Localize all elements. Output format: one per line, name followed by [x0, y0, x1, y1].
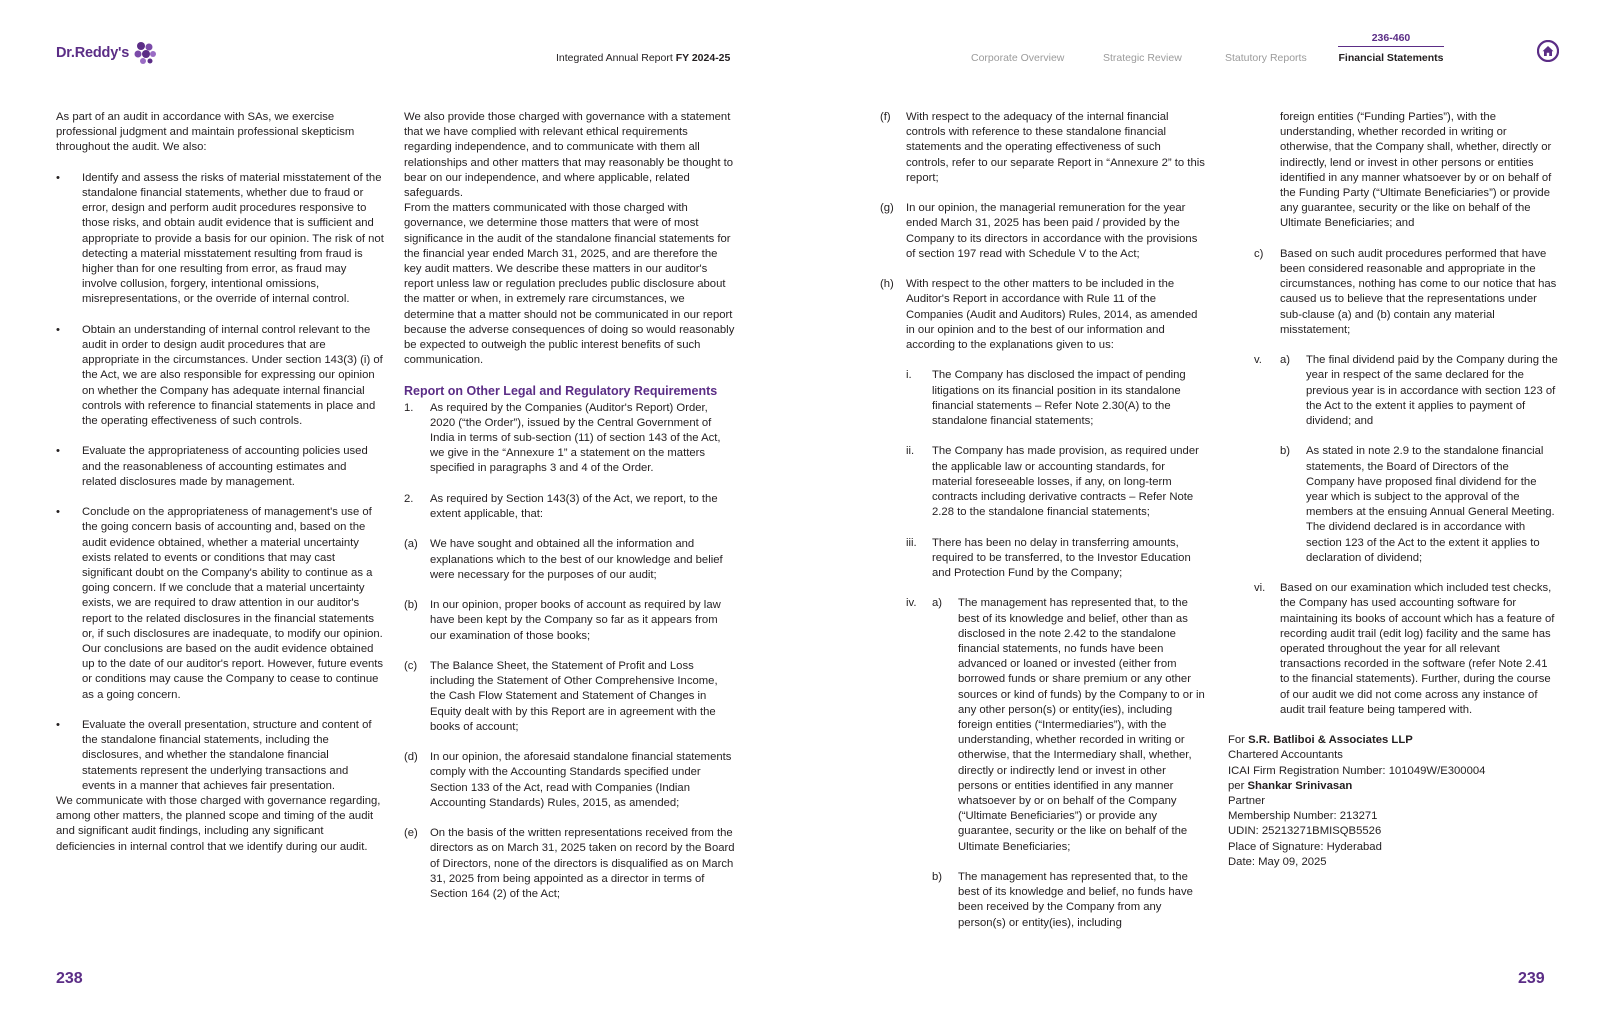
nav-financial-statements[interactable] [1338, 32, 1444, 64]
signature-block: For S.R. Batliboi & Associates LLP Chartered Accountants ICAI Firm Registration Number: 101049W/E300004 per Shankar Srinivasan Partner Membership Number: 213271 UDIN: 25213271BMISQB5526 Place of Signature: Hyderabad Date: May 09, 2025 [1228, 734, 1486, 868]
list-item: (c) The Balance Sheet, the Statement of Profit and Loss including the Statement of Other Comprehensive Income, the Cash Flow Statement and Statement of Changes in Equity dealt with by this Report are in agreement with the books of account; [404, 660, 718, 733]
page-number-right: 239 [1518, 970, 1545, 987]
list-item: b) As stated in note 2.9 to the standalone financial statements, the Board of Directors of the Company have proposed final dividend for the year which is subject to the approval of the members at the ensuing Annual General Meeting. The dividend declared is in accordance with section 123 of the Act to the extent it applies to declaration of dividend; [1280, 445, 1555, 564]
report-title: Integrated Annual Report FY 2024-25 [556, 52, 731, 64]
paragraph: foreign entities (“Funding Parties”), with the understanding, whether recorded in writing or otherwise, that the Company shall, whether, directly or indirectly, lend or invest in other persons or entities identified in any manner whatsoever by or on behalf of the Funding Party (“Ultimate Beneficiaries”) or provide any guarantee, security or the like on behalf of the Ultimate Beneficiaries; and [1280, 111, 1552, 230]
list-item: (a) We have sought and obtained all the information and explanations which to the best of our knowledge and belief were necessary for the purposes of our audit; [404, 538, 723, 581]
list-item: 2. As required by Section 143(3) of the Act, we report, to the extent applicable, that: [404, 492, 718, 521]
list-item: (e) On the basis of the written representations received from the directors as on March 31, 2025 taken on record by the Board of Directors, none of the directors is disqualified as on March 31, 2025 from being appointed as a director in terms of Section 164 (2) of the Act; [404, 827, 735, 901]
brand-name: Dr.Reddy's [56, 45, 130, 61]
logo-mark-icon [132, 41, 158, 65]
list-item: (f) With respect to the adequacy of the internal financial controls with reference to these standalone financial statements and the operating effectiveness of such controls, refer to our separate Report in “Annexure 2” to this report; [880, 111, 1205, 184]
firm-name: S.R. Batliboi & Associates LLP [1248, 734, 1413, 747]
column-1 [56, 110, 384, 855]
list-item: i. The Company has disclosed the impact of pending litigations on its financial position in its standalone financial statements – Refer Note 2.30(A) to the standalone financial statements; [906, 369, 1186, 428]
list-item: a) The management has represented that, to the best of its knowledge and belief, other than as disclosed in the note 2.42 to the standalone financial statements, no funds have been advanced or loaned or invested (either from borrowed funds or share premium or any other sources or kind of funds) by the Company to or in any other person(s) or entity(ies), including foreign entities (“Intermediaries”), with the understanding, whether recorded in writing or otherwise, that the Intermediary shall, whether, directly or indirectly lend or invest in other persons or entities identified in any manner whatsoever by or on behalf of the Company (“Ultimate Beneficiaries”) or provide any guarantee, security or the like on behalf of the Ultimate Beneficiaries; [932, 597, 1205, 853]
nav-corporate-overview[interactable]: Corporate Overview [971, 52, 1065, 64]
nav-statutory-reports[interactable]: Statutory Reports [1225, 52, 1307, 64]
list-item: • Obtain an understanding of internal control relevant to the audit in order to design audit procedures that are appropriate in the circumstances. Under section 143(3) (i) of the Act, we are also responsible for expressing our opinion on whether the Company has adequate internal financial controls with reference to financial statements in place and the operating effectiveness of such controls. [56, 323, 383, 428]
list-item: 1. As required by the Companies (Auditor's Report) Order, 2020 (“the Order”), issued by the Central Government of India in terms of sub-section (11) of section 143 of the Act, we give in the “Annexure 1” a statement on the matters specified in paragraphs 3 and 4 of the Order. [404, 401, 721, 475]
list-item: (d) In our opinion, the aforesaid standalone financial statements comply with the Accounting Standards specified under Section 133 of the Act, read with Companies (Indian Accounting Standards) Rules, 2015, as amended; [404, 751, 732, 809]
audit-intro: As part of an audit in accordance with SAs, we exercise professional judgment and maintain professional skepticism throughout the audit. We also: [56, 111, 355, 154]
list-item: v. a) The final dividend paid by the Company during the year in respect of the same declared for the previous year is in accordance with section 123 of the Act to the extent it applies to payment of dividend; and [1254, 353, 1558, 429]
nav-strategic-review[interactable]: Strategic Review [1103, 52, 1182, 64]
list-item: • Identify and assess the risks of material misstatement of the standalone financial statements, whether due to fraud or error, design and perform audit procedures responsive to those risks, and obtain audit evidence that is sufficient and appropriate to provide a basis for our opinion. The risk of not detecting a material misstatement resulting from fraud is higher than for one resulting from error, as fraud may involve collusion, forgery, intentional omissions, misrepresentations, or the override of internal control. [56, 171, 384, 306]
list-item: a) The final dividend paid by the Company during the year in respect of the same declared for the previous year is in accordance with section 123 of the Act to the extent it applies to payment of dividend; and [1280, 354, 1558, 428]
list-item: (b) In our opinion, proper books of account as required by law have been kept by the Company so far as it appears from our examination of those books; [404, 599, 721, 642]
list-item: iii. There has been no delay in transferring amounts, required to be transferred, to the Investor Education and Protection Fund by the Company; [906, 536, 1191, 580]
list-item: b) The management has represented that, to the best of its knowledge and belief, no funds have been received by the Company from any person(s) or entity(ies), including [932, 871, 1193, 929]
section-page-range: 236-460 [1338, 32, 1444, 47]
list-item: (h) With respect to the other matters to be included in the Auditor's Report in accordance with Rule 11 of the Companies (Audit and Auditors) Rules, 2014, as amended in our opinion and to the best of our information and according to the explanations given to us: [880, 278, 1198, 352]
column-4 [1228, 110, 1558, 870]
paragraph: We also provide those charged with governance with a statement that we have complied with relevant ethical requirements regarding independence, and to communicate with them all relationships and other matters that may reasonably be thought to bear on our independence, and where applicable, related safeguards. [404, 111, 734, 200]
list-item: • Evaluate the appropriateness of accounting policies used and the reasonableness of accounting estimates and related disclosures made by management. [56, 445, 368, 488]
governance-paragraph: We communicate with those charged with governance regarding, among other matters, the planned scope and timing of the audit and significant audit findings, including any significant deficiencies in internal control that we identify during our audit. [56, 795, 381, 853]
list-item: ii. The Company has made provision, as required under the applicable law or accounting standards, for material foreseeable losses, if any, on long-term contracts including derivative contracts – Refer Note 2.28 to the standalone financial statements; [906, 445, 1199, 519]
column-3 [880, 110, 1206, 931]
list-item: iv. a) The management has represented that, to the best of its knowledge and belief, other than as disclosed in the note 2.42 to the standalone financial statements, no funds have been advanced or loaned or invested (either from borrowed funds or share premium or any other sources or kind of funds) by the Company to or in any other person(s) or entity(ies), including foreign entities (“Intermediaries”), with the understanding, whether recorded in writing or otherwise, that the Intermediary shall, whether, directly or indirectly lend or invest in other persons or entities identified in any manner whatsoever by or on behalf of the Company (“Ultimate Beneficiaries”) or provide any guarantee, security or the like on behalf of the Ultimate Beneficiaries; [906, 596, 1206, 854]
home-icon[interactable] [1537, 40, 1559, 62]
section-heading: Report on Other Legal and Regulatory Requirements [404, 383, 718, 398]
paragraph: From the matters communicated with those charged with governance, we determine those matters that were of most significance in the audit of the standalone financial statements for the financial year ended March 31, 2025, and are therefore the key audit matters. We describe these matters in our auditor's report unless law or regulation precludes public disclosure about the matter or when, in extremely rare circumstances, we determine that a matter should not be communicated in our report because the adverse consequences of doing so would reasonably be expected to outweigh the public interest benefits of such communication. [404, 202, 735, 367]
list-item: c) Based on such audit procedures performed that have been considered reasonable and appropriate in the circumstances, nothing has come to our notice that has caused us to believe that the representations under sub-clause (a) and (b) contain any material misstatement; [1254, 247, 1557, 336]
page-number-left: 238 [56, 970, 83, 987]
list-item: vi. Based on our examination which included test checks, the Company has used accounting software for maintaining its books of account which has a feature of recording audit trail (edit log) facility and the same has operated throughout the year for all relevant transactions recorded in the software (refer Note 2.41 to the financial statements). Further, during the course of our audit we did not come across any instance of audit trail feature being tampered with. [1254, 582, 1555, 716]
list-item: (g) In our opinion, the managerial remuneration for the year ended March 31, 2025 has been paid / provided by the Company to its directors in accordance with the provisions of section 197 read with Schedule V to the Act; [880, 202, 1198, 260]
list-item: • Conclude on the appropriateness of management's use of the going concern basis of accounting and, based on the audit evidence obtained, whether a material uncertainty exists related to events or conditions that may cast significant doubt on the Company's ability to continue as a going concern. If we conclude that a material uncertainty exists, we are required to draw attention in our auditor's report to the related disclosures in the financial statements or, if such disclosures are inadequate, to modify our opinion. Our conclusions are based on the audit evidence obtained up to the date of our auditor's report. However, future events or conditions may cause the Company to cease to continue as a going concern. [56, 506, 384, 701]
report-year: FY 2024-25 [675, 52, 731, 64]
list-item: • Evaluate the overall presentation, structure and content of the standalone financial statements, including the disclosures, and whether the standalone financial statements represent the underlying transactions and events in a manner that achieves fair presentation. [56, 719, 372, 792]
column-2 [404, 110, 736, 902]
company-logo[interactable] [56, 40, 158, 66]
active-section-label: Financial Statements [1338, 52, 1444, 64]
partner-name: Shankar Srinivasan [1247, 779, 1353, 792]
